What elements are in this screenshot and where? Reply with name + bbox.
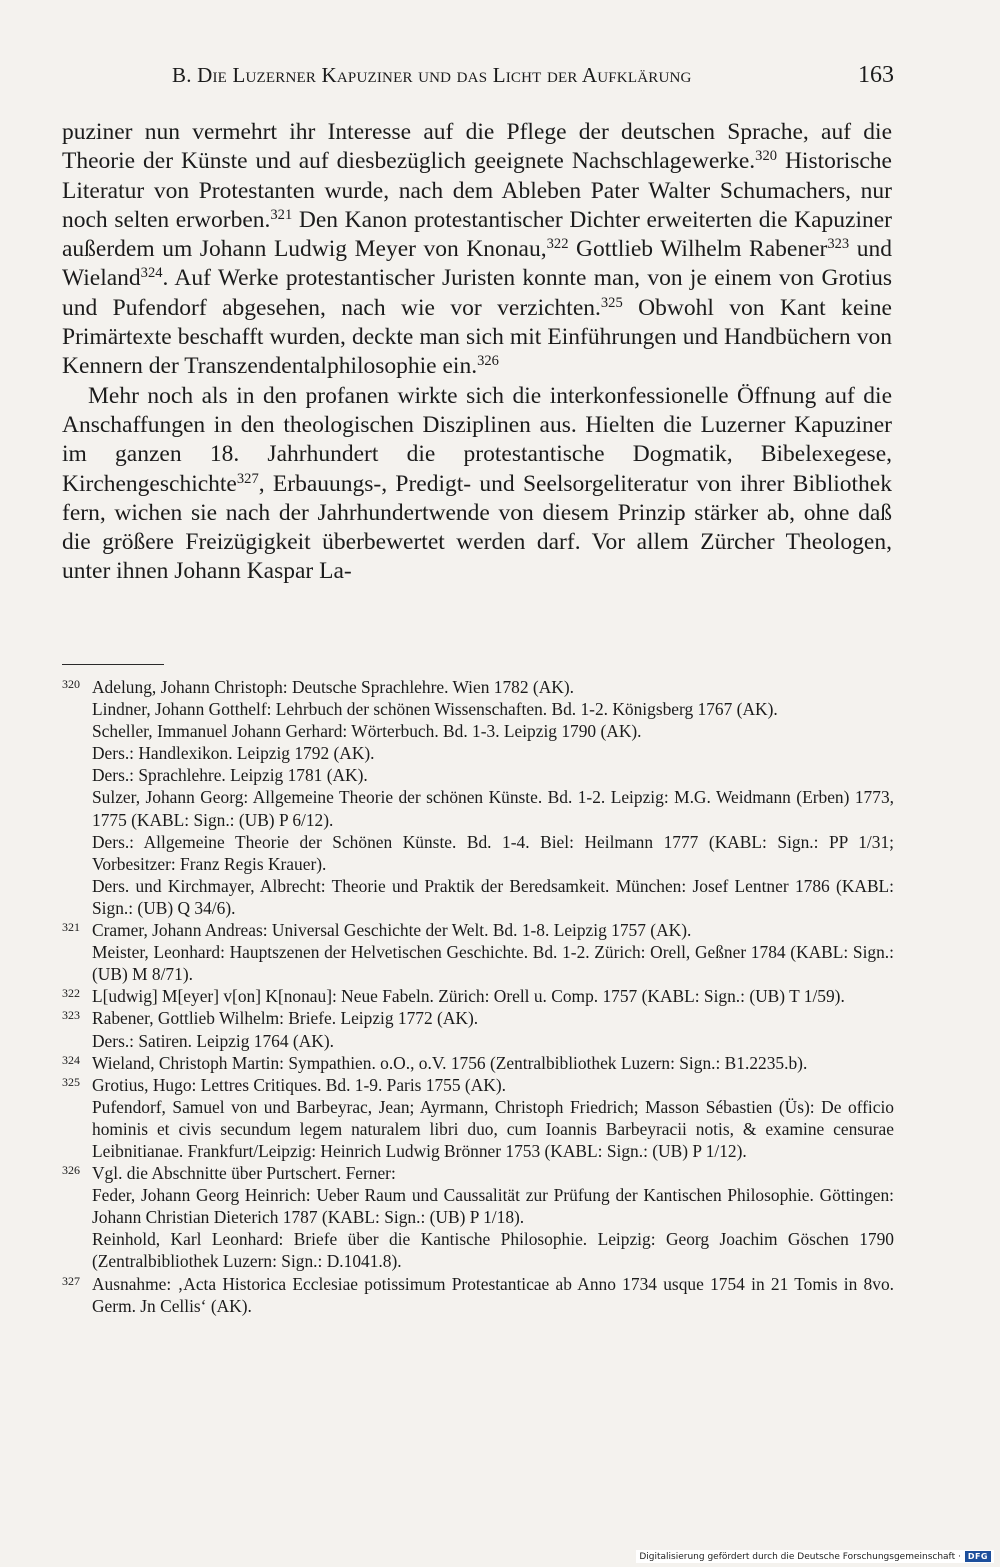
footnote-entry: L[udwig] M[eyer] v[on] K[nonau]: Neue Fabeln. Zürich: Orell u. Comp. 1757 (KABL: Sign.: (UB) T 1/59). <box>92 986 845 1007</box>
footnotes <box>62 676 894 1317</box>
funding-credit: Digitalisierung gefördert durch die Deutsche Forschungsgemeinschaft · <box>639 1551 961 1562</box>
footnote-entry: Feder, Johann Georg Heinrich: Ueber Raum und Caussalität zur Prüfung der Kantischen Philosophie. Göttingen: Johann Christian Dieterich 1787 (KABL: Sign.: (UB) P 1/18). <box>92 1185 894 1228</box>
footnote-ref: 327 <box>236 470 259 487</box>
footnote-ref: 321 <box>270 206 293 223</box>
running-title: B. Die Luzerner Kapuziner und das Licht der Aufklärung <box>172 63 692 87</box>
footnote-entry: Rabener, Gottlieb Wilhelm: Briefe. Leipzig 1772 (AK). <box>92 1008 479 1029</box>
footnote-320 <box>62 676 894 919</box>
text-run: Historische Literatur von Protestanten wurde, nach dem Ableben Pater Walter Schumachers, nur noch selten erworben. <box>62 148 892 233</box>
footnote-number: 326 <box>62 1163 80 1178</box>
text-run: , Erbauungs-, Predigt- und Seelsorgeliteratur von ihrer Bibliothek fern, wichen sie nach der Jahrhundertwende von diesem Prinzip stärker ab, ohne daß die größere Freizügigkeit überbewertet werden darf. Vor allem Zürcher Theologen, unter ihnen Johann Kaspar La- <box>62 470 892 585</box>
footnote-323 <box>62 1007 894 1051</box>
text-run: . Auf Werke protestantischer Juristen konnte man, von je einem von Grotius und Pufendorf abgesehen, nach wie vor verzichten. <box>62 265 892 321</box>
footnote-entry: Adelung, Johann Christoph: Deutsche Sprachlehre. Wien 1782 (AK). <box>92 677 574 697</box>
footnote-number: 321 <box>62 920 80 935</box>
footnote-ref: 323 <box>827 236 850 253</box>
footnote-ref: 326 <box>477 353 499 370</box>
text-run: puziner nun vermehrt ihr Interesse auf die Pflege der deutschen Sprache, auf die Theorie der Künste und auf diesbezüglich geeignete Nachschlagewerke. <box>62 119 892 175</box>
footnote-ref: 320 <box>755 148 777 165</box>
footnote-ref: 325 <box>600 294 623 311</box>
footnote-number: 322 <box>62 986 80 1001</box>
footnote-number: 325 <box>62 1074 80 1089</box>
dfg-logo: DFG <box>965 1551 991 1562</box>
footnote-entry: Lindner, Johann Gotthelf: Lehrbuch der schönen Wissenschaften. Bd. 1-2. Königsberg 1767 (AK). <box>92 699 778 720</box>
footnote-entry: Sulzer, Johann Georg: Allgemeine Theorie der schönen Künste. Bd. 1-2. Leipzig: M.G. Weidmann (Erben) 1773, 1775 (KABL: Sign.: (UB) P 6/12). <box>92 787 894 830</box>
text-run: Mehr noch als in den profanen wirkte sich die interkonfessionelle Öffnung auf die Anschaffungen in den theologischen Disziplinen aus. Hielten die Luzerner Kapuziner im ganzen 18. Jahrhundert die protestantische Dogmatik, Bibelexegese, Kirchengeschichte <box>62 382 892 497</box>
footnote-327 <box>62 1273 894 1317</box>
paragraph-1 <box>62 118 892 382</box>
text-run: Gottlieb Wilhelm Rabener <box>568 236 828 263</box>
digitization-footer <box>636 1550 994 1563</box>
page-number: 163 <box>858 62 894 88</box>
footnote-number: 324 <box>62 1052 80 1067</box>
footnote-entry: Vgl. die Abschnitte über Purtschert. Ferner: <box>92 1163 396 1184</box>
footnote-number: 327 <box>62 1273 80 1288</box>
footnote-entry: Pufendorf, Samuel von und Barbeyrac, Jean; Ayrmann, Christoph Friedrich; Masson Sébastien (Üs): De officio hominis et civis secundum legem naturalem libri duo, cum Ioannis Barbeyracii notis, & examine censurae Leibnitianae. Frankfurt/Leipzig: Heinrich Ludwig Brönner 1753 (KABL: Sign.: (UB) P 1/12). <box>92 1096 894 1161</box>
running-head <box>62 62 894 89</box>
text-run: Obwohl von Kant keine Primärtexte beschafft wurden, deckte man sich mit Einführungen und Handbüchern von Kennern der Transzendentalphilosophie ein. <box>62 294 892 380</box>
footnote-324 <box>62 1052 894 1074</box>
footnote-entry: Cramer, Johann Andreas: Universal Geschichte der Welt. Bd. 1-8. Leipzig 1757 (AK). <box>92 920 692 941</box>
footnote-entry: Meister, Leonhard: Hauptszenen der Helvetischen Geschichte. Bd. 1-2. Zürich: Orell, Geßner 1784 (KABL: Sign.: (UB) M 8/71). <box>92 942 894 985</box>
paragraph-2 <box>62 382 892 587</box>
footnote-entry: Scheller, Immanuel Johann Gerhard: Wörterbuch. Bd. 1-3. Leipzig 1790 (AK). <box>92 721 642 742</box>
footnote-322 <box>62 985 894 1007</box>
footnote-entry: Wieland, Christoph Martin: Sympathien. o.O., o.V. 1756 (Zentralbibliothek Luzern: Sign.: B1.2235.b). <box>92 1052 808 1073</box>
footnote-entry: Ders.: Allgemeine Theorie der Schönen Künste. Bd. 1-4. Biel: Heilmann 1777 (KABL: Sign.: PP 1/31; Vorbesitzer: Franz Regis Krauer). <box>92 831 894 874</box>
footnote-entry: Reinhold, Karl Leonhard: Briefe über die Kantische Philosophie. Leipzig: Georg Joachim Göschen 1790 (Zentralbibliothek Luzern: Sign.: D.1041.8). <box>92 1229 894 1272</box>
footnote-326 <box>62 1162 894 1272</box>
footnote-entry: Ders.: Satiren. Leipzig 1764 (AK). <box>92 1030 334 1051</box>
footnote-number: 320 <box>62 677 80 691</box>
main-text <box>62 118 892 587</box>
footnote-number: 323 <box>62 1008 80 1023</box>
footnote-entry: Ders. und Kirchmayer, Albrecht: Theorie und Praktik der Beredsamkeit. München: Josef Lentner 1786 (KABL: Sign.: (UB) Q 34/6). <box>92 875 894 918</box>
footnote-325 <box>62 1074 894 1162</box>
footnote-entry: Ders.: Handlexikon. Leipzig 1792 (AK). <box>92 743 375 764</box>
footnote-ref: 324 <box>140 265 163 282</box>
footnote-entry: Ausnahme: ‚Acta Historica Ecclesiae potissimum Protestanticae ab Anno 1734 usque 1754 in 21 Tomis in 8vo. Germ. Jn Cellis‘ (AK). <box>92 1273 894 1316</box>
footnote-321 <box>62 919 894 985</box>
footnote-rule <box>62 664 164 665</box>
footnote-entry: Ders.: Sprachlehre. Leipzig 1781 (AK). <box>92 765 368 786</box>
text-run: und Wieland <box>62 236 893 292</box>
footnote-ref: 322 <box>546 236 569 253</box>
footnote-entry: Grotius, Hugo: Lettres Critiques. Bd. 1-9. Paris 1755 (AK). <box>92 1074 506 1095</box>
text-run: Den Kanon protestantischer Dichter erweiterten die Kapuziner außerdem um Johann Ludwig Meyer von Knonau, <box>62 206 893 263</box>
